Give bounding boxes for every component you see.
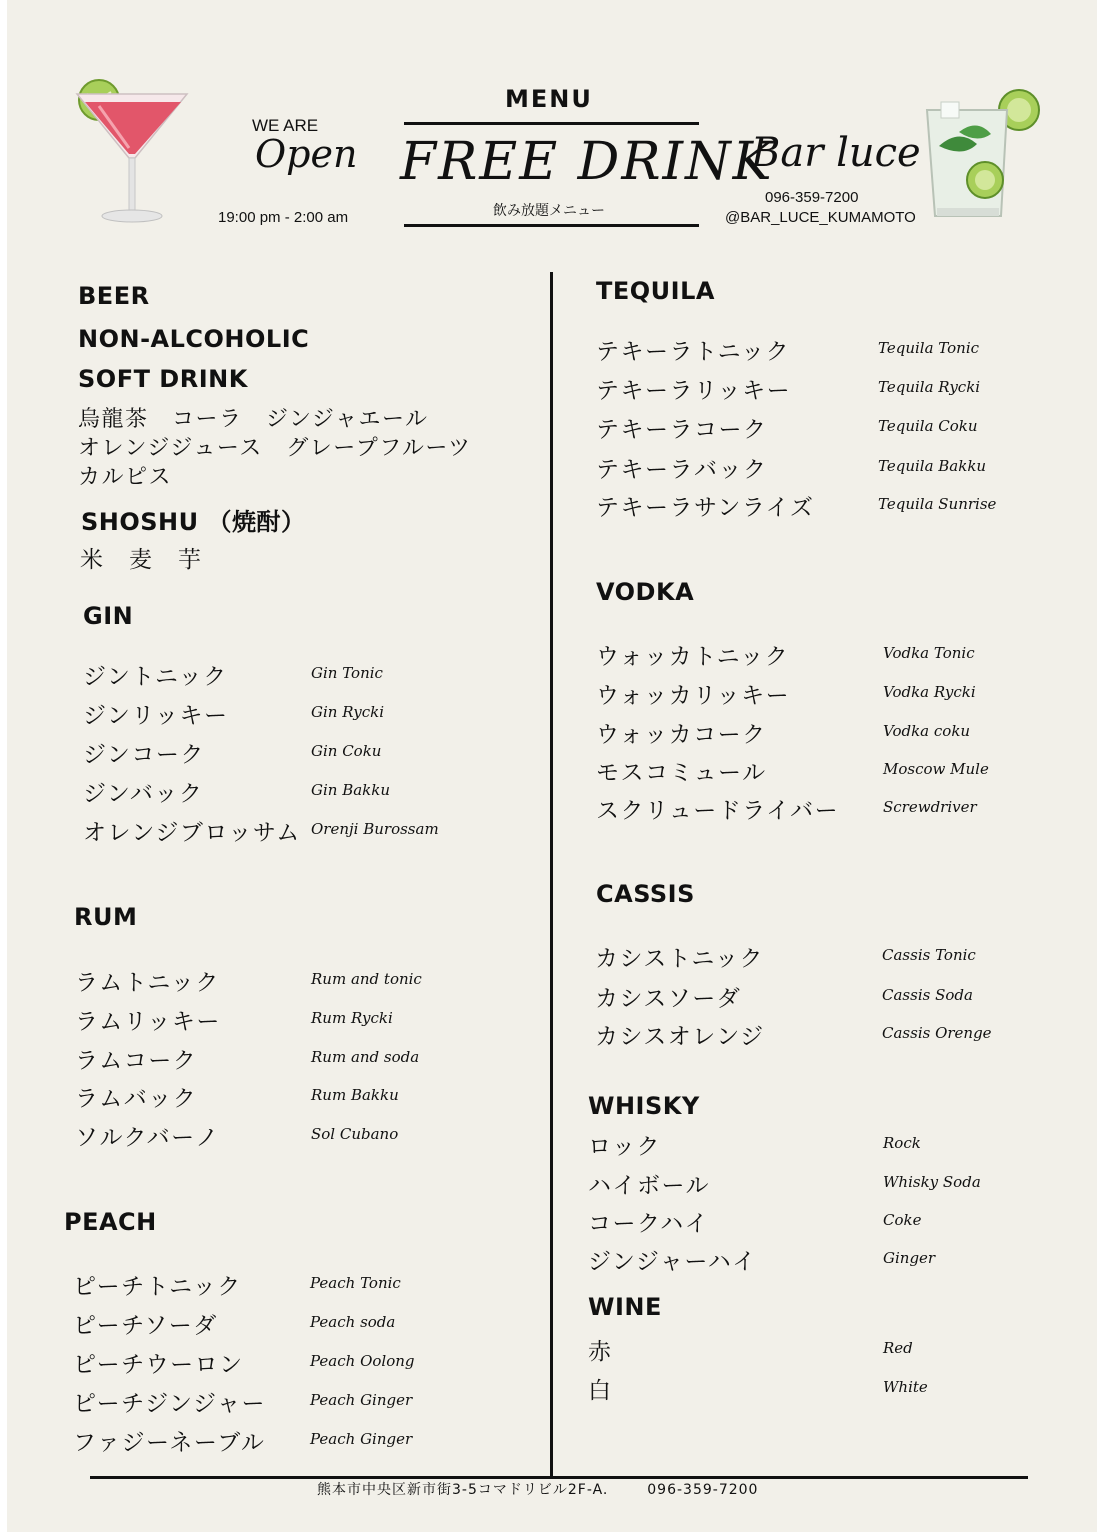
footer-address: 熊本市中央区新市街3-5コマドリビル2F-A. — [317, 1482, 609, 1498]
we-are-label: WE ARE — [252, 116, 319, 135]
drink-name-en: Ginger — [883, 1249, 936, 1267]
footer-phone: 096-359-7200 — [647, 1482, 759, 1498]
drink-name-en: Cassis Soda — [882, 986, 973, 1004]
rum-heading: RUM — [74, 903, 138, 931]
drink-name-jp: テキーラサンライズ — [596, 495, 815, 521]
drink-name-en: Cassis Tonic — [882, 946, 976, 964]
drink-name-jp: カシスソーダ — [595, 986, 742, 1012]
tequila-heading: TEQUILA — [596, 277, 715, 305]
drink-name-jp: ピーチトニック — [73, 1274, 242, 1300]
cosmopolitan-glass-illustration — [69, 78, 194, 228]
drink-name-jp: ジントニック — [83, 664, 228, 690]
title-top-rule — [404, 122, 699, 125]
drink-name-en: Tequila Rycki — [878, 378, 981, 396]
drink-name-jp: ジンジャーハイ — [588, 1249, 757, 1275]
drink-name-en: Gin Rycki — [311, 703, 385, 721]
menu-label: MENU — [505, 85, 593, 113]
drink-name-jp: ピーチソーダ — [73, 1313, 218, 1339]
header-phone: 096-359-7200 — [765, 189, 859, 206]
bar-name: Bar luce — [751, 130, 921, 176]
drink-name-jp: ウォッカリッキー — [596, 683, 791, 709]
shochu-items: 米 麦 芋 — [80, 547, 203, 573]
wine-heading: WINE — [588, 1293, 662, 1321]
drink-name-en: Gin Tonic — [311, 664, 383, 682]
drink-name-jp: テキーラリッキー — [596, 378, 792, 404]
drink-name-jp: モスコミュール — [596, 760, 767, 786]
drink-name-en: Sol Cubano — [311, 1125, 399, 1143]
whisky-heading: WHISKY — [588, 1092, 700, 1120]
drink-name-en: Tequila Bakku — [878, 457, 987, 475]
column-divider — [550, 272, 553, 1477]
drink-name-jp: ソルクバーノ — [75, 1125, 220, 1151]
gin-heading: GIN — [83, 602, 134, 630]
drink-name-en: Rum and soda — [311, 1048, 420, 1066]
beer-heading: BEER — [78, 282, 150, 310]
drink-name-jp: カシストニック — [595, 946, 764, 972]
drink-name-jp: カシスオレンジ — [595, 1024, 765, 1050]
drink-name-jp: ラムトニック — [75, 970, 220, 996]
free-drink-subtitle: 飲み放題メニュー — [493, 202, 605, 218]
drink-name-jp: ジンバック — [83, 781, 204, 807]
drink-name-en: Rum Rycki — [311, 1009, 393, 1027]
drink-name-en: Gin Bakku — [311, 781, 391, 799]
instagram-handle: @BAR_LUCE_KUMAMOTO — [725, 209, 916, 226]
drink-name-en: Whisky Soda — [883, 1173, 981, 1191]
drink-name-jp: ピーチジンジャー — [73, 1391, 267, 1417]
drink-name-jp: ファジーネーブル — [73, 1430, 266, 1456]
drink-name-jp: ラムバック — [75, 1086, 198, 1112]
drink-name-en: Gin Coku — [311, 742, 382, 760]
drink-name-en: Tequila Tonic — [878, 339, 980, 357]
drink-name-en: Peach Tonic — [310, 1274, 401, 1292]
drink-name-en: Tequila Coku — [878, 417, 978, 435]
drink-name-jp: ロック — [588, 1134, 662, 1160]
soft-drink-line: カルピス — [78, 465, 173, 490]
open-label: Open — [255, 132, 358, 176]
menu-page — [7, 0, 1097, 1532]
drink-name-jp: ジンコーク — [83, 742, 205, 768]
non-alcoholic-heading: NON-ALCOHOLIC — [78, 325, 310, 353]
drink-name-en: Vodka Tonic — [883, 644, 975, 662]
drink-name-jp: 白 — [588, 1378, 613, 1404]
drink-name-en: Cassis Orenge — [882, 1024, 992, 1042]
vodka-heading: VODKA — [596, 578, 695, 606]
drink-name-jp: ジンリッキー — [83, 703, 229, 729]
footer — [317, 1479, 758, 1499]
soft-drink-line: 烏龍茶 コーラ ジンジャエール — [78, 407, 429, 432]
drink-name-en: Rock — [883, 1134, 921, 1152]
drink-name-en: Peach Oolong — [310, 1352, 415, 1370]
drink-name-en: Tequila Sunrise — [878, 495, 997, 513]
drink-name-jp: スクリュードライバー — [596, 798, 840, 824]
drink-name-en: Coke — [883, 1211, 922, 1229]
drink-name-en: Peach soda — [310, 1313, 396, 1331]
cassis-heading: CASSIS — [596, 880, 695, 908]
drink-name-jp: ラムリッキー — [75, 1009, 221, 1035]
drink-name-en: Peach Ginger — [310, 1391, 413, 1409]
drink-name-jp: テキーラトニック — [596, 339, 791, 365]
drink-name-en: White — [883, 1378, 928, 1396]
drink-name-en: Vodka Rycki — [883, 683, 976, 701]
drink-name-jp: ピーチウーロン — [73, 1352, 244, 1378]
drink-name-en: Rum Bakku — [311, 1086, 399, 1104]
drink-name-jp: ウォッカコーク — [596, 722, 767, 748]
mojito-glass-illustration — [919, 88, 1044, 228]
drink-name-en: Screwdriver — [883, 798, 977, 816]
title-bottom-rule — [404, 224, 699, 227]
drink-name-en: Peach Ginger — [310, 1430, 413, 1448]
drink-name-en: Orenji Burossam — [311, 820, 439, 838]
free-drink-title: FREE DRINK — [400, 132, 774, 192]
soft-drink-heading: SOFT DRINK — [78, 365, 248, 393]
drink-name-jp: 赤 — [588, 1339, 613, 1365]
drink-name-en: Vodka coku — [883, 722, 971, 740]
drink-name-en: Rum and tonic — [311, 970, 422, 988]
drink-name-jp: ラムコーク — [75, 1048, 198, 1074]
drink-name-jp: ハイボール — [588, 1173, 711, 1199]
shochu-heading: SHOSHU （焼酎） — [81, 508, 306, 536]
drink-name-jp: ウォッカトニック — [596, 644, 790, 670]
drink-name-en: Moscow Mule — [883, 760, 989, 778]
drink-name-jp: テキーラコーク — [596, 417, 768, 443]
drink-name-en: Red — [883, 1339, 913, 1357]
drink-name-jp: オレンジブロッサム — [83, 820, 301, 846]
drink-name-jp: テキーラバック — [596, 457, 768, 483]
soft-drink-line: オレンジジュース グレープフルーツ — [78, 436, 472, 461]
peach-heading: PEACH — [64, 1208, 157, 1236]
opening-hours: 19:00 pm - 2:00 am — [218, 209, 349, 226]
drink-name-jp: コークハイ — [588, 1211, 710, 1237]
